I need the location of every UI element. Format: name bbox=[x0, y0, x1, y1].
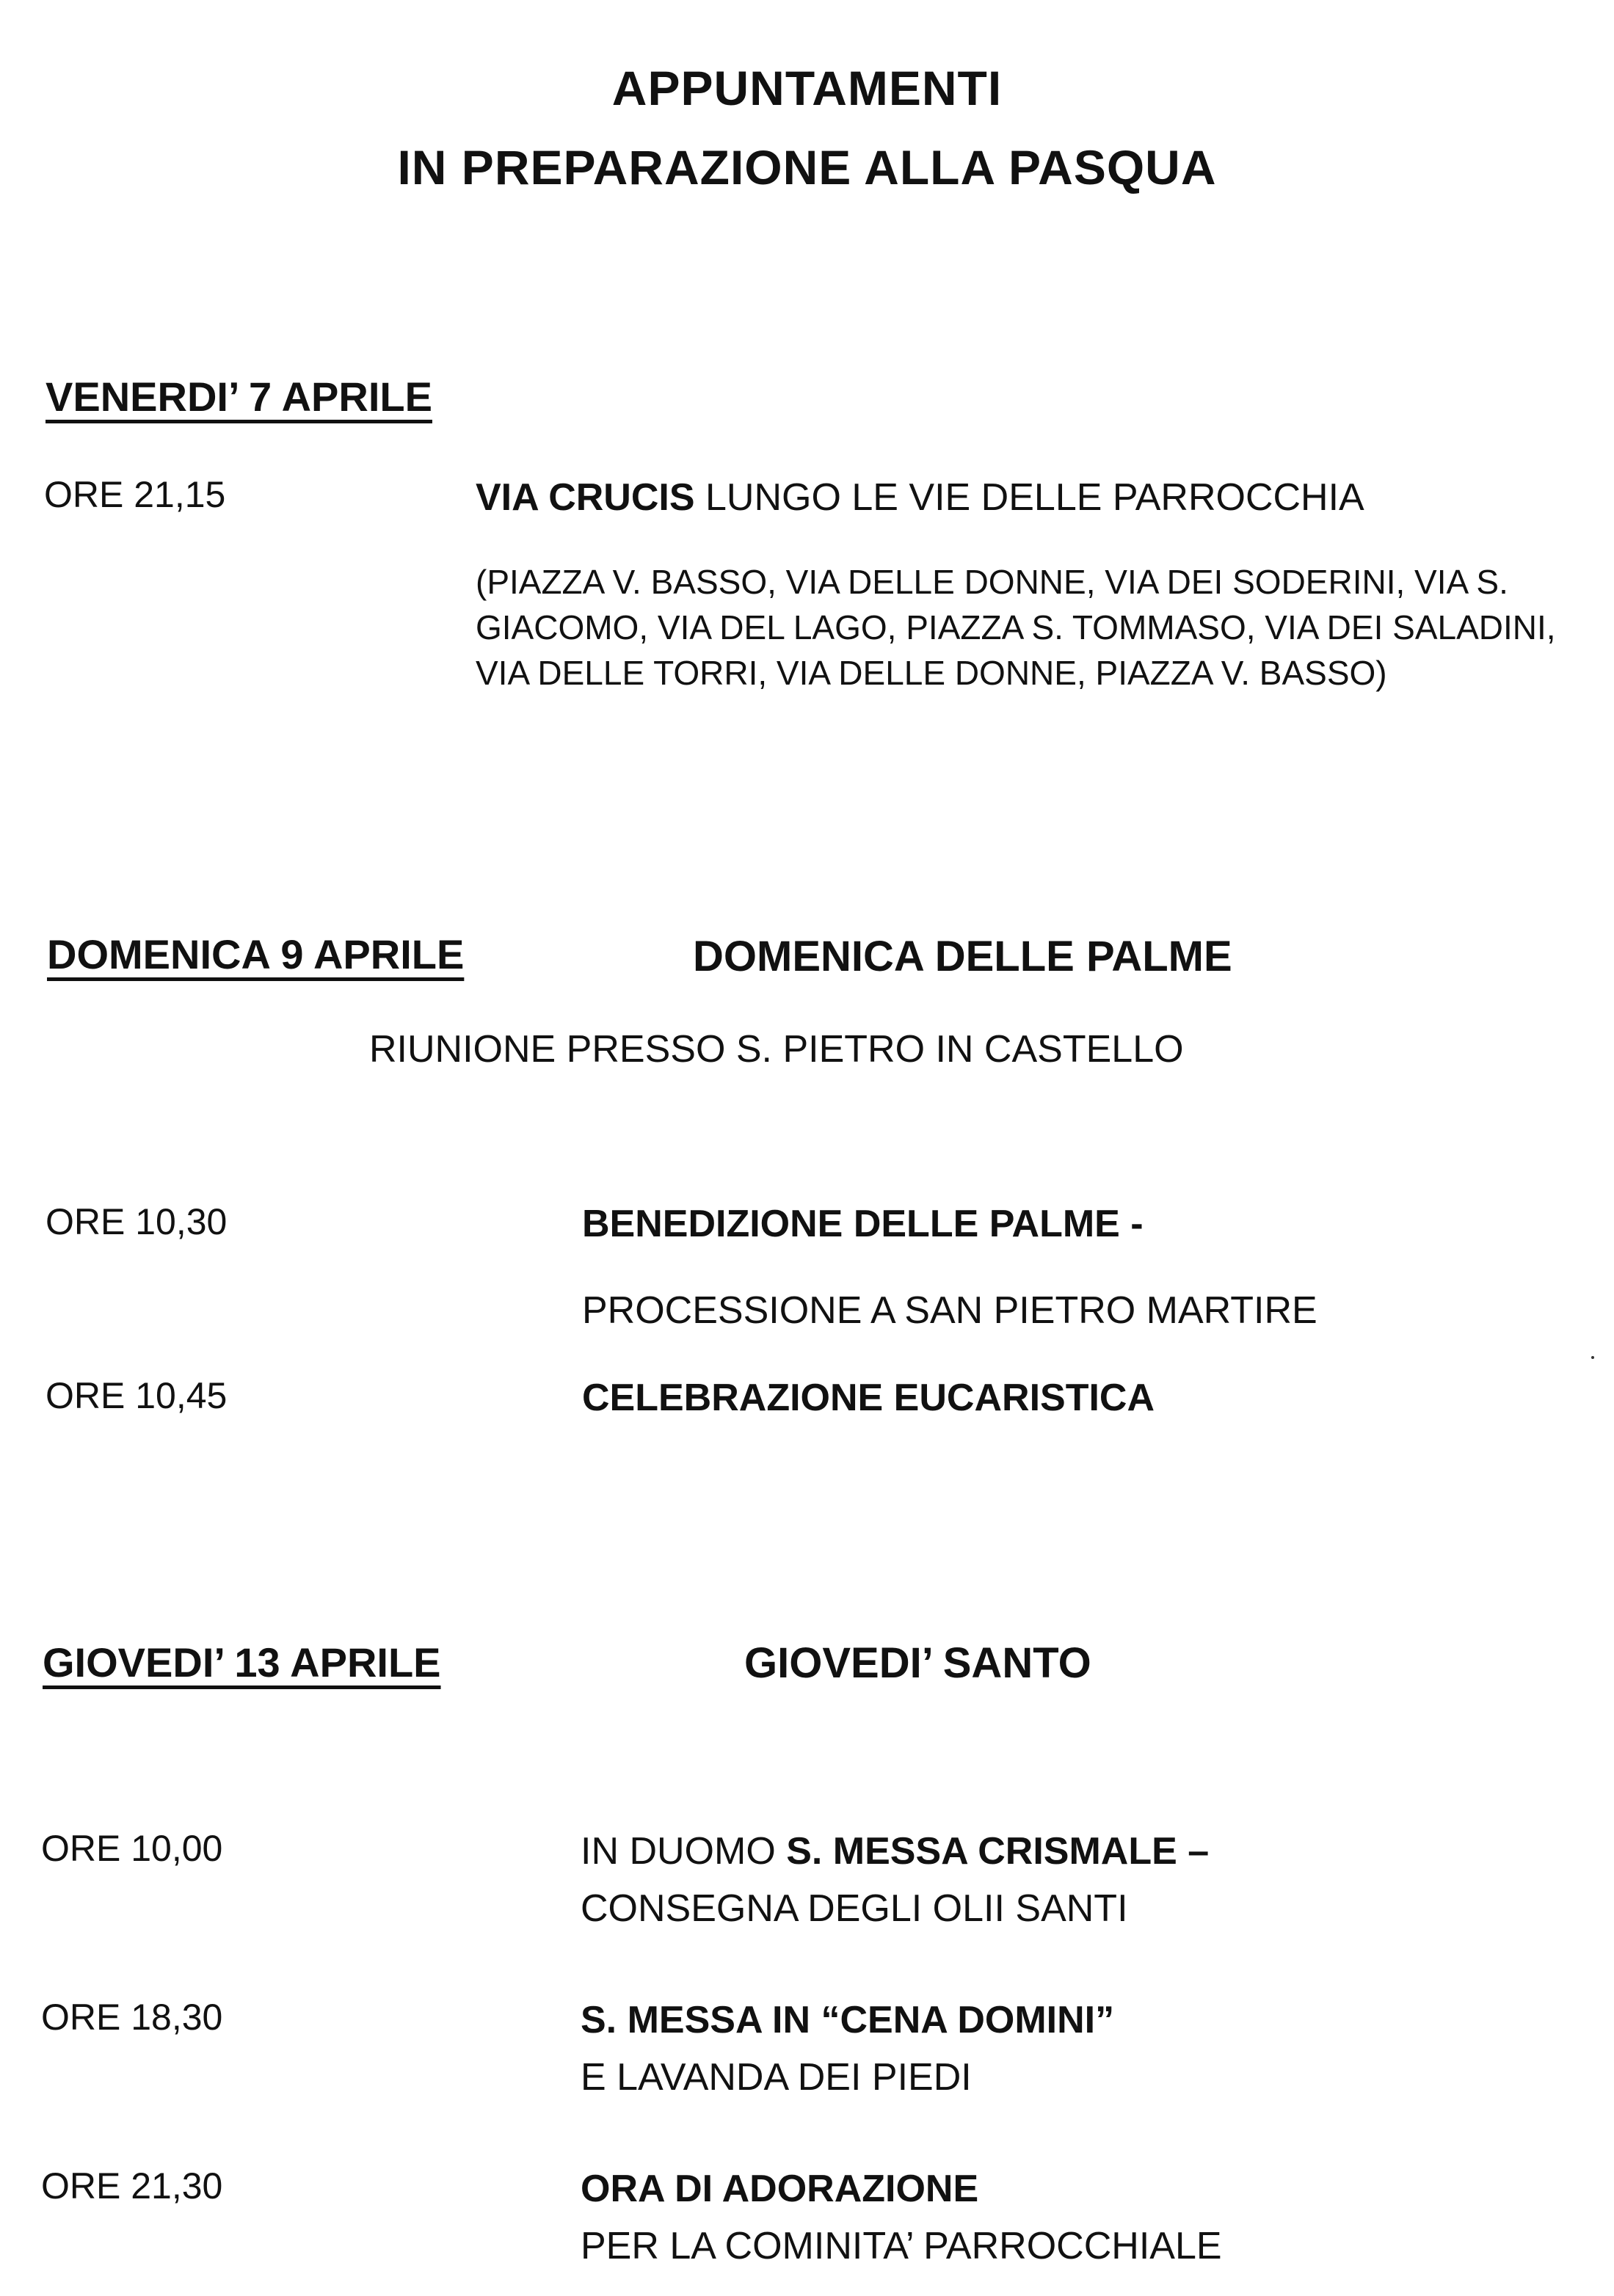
event-messa-crismale-plain: IN DUOMO bbox=[581, 1830, 787, 1873]
page-title-line-2: IN PREPARAZIONE ALLA PASQUA bbox=[397, 140, 1217, 194]
event-processione: PROCESSIONE A SAN PIETRO MARTIRE bbox=[582, 1289, 1317, 1332]
meeting-point: RIUNIONE PRESSO S. PIETRO IN CASTELLO bbox=[369, 1028, 1184, 1071]
time-giovedi-3: ORE 21,30 bbox=[41, 2165, 223, 2206]
event-comunita-parrocchiale: PER LA COMINITA’ PARROCCHIALE bbox=[581, 2225, 1222, 2267]
via-crucis-route: (PIAZZA V. BASSO, VIA DELLE DONNE, VIA DEI SODERINI, VIA S. GIACOMO, VIA DEL LAGO, PIAZZA S. TOMMASO, VIA DEI SALADINI, VIA DELLE TORRI, VIA DELLE DONNE, PIAZZA V. BASSO) bbox=[476, 563, 1556, 692]
time-venerdi: ORE 21,15 bbox=[44, 474, 226, 515]
time-domenica-1: ORE 10,30 bbox=[46, 1201, 228, 1242]
event-via-crucis bbox=[476, 475, 1364, 520]
event-messa-crismale bbox=[581, 1829, 1209, 1873]
event-via-crucis-rest: LUNGO LE VIE DELLE PARROCCHIA bbox=[694, 476, 1364, 519]
event-lavanda-piedi: E LAVANDA DEI PIEDI bbox=[581, 2056, 972, 2099]
scan-speck bbox=[1591, 1356, 1594, 1359]
event-cena-domini: S. MESSA IN “CENA DOMINI” bbox=[581, 1999, 1115, 2041]
time-domenica-2: ORE 10,45 bbox=[46, 1375, 228, 1416]
event-benedizione-palme: BENEDIZIONE DELLE PALME - bbox=[582, 1203, 1144, 1245]
event-celebrazione-eucaristica: CELEBRAZIONE EUCARISTICA bbox=[582, 1377, 1155, 1419]
event-consegna-olii: CONSEGNA DEGLI OLII SANTI bbox=[581, 1887, 1128, 1930]
subtitle-domenica-delle-palme: DOMENICA DELLE PALME bbox=[693, 933, 1232, 980]
heading-venerdi: VENERDI’ 7 APRILE bbox=[46, 373, 432, 420]
event-ora-adorazione: ORA DI ADORAZIONE bbox=[581, 2168, 979, 2210]
heading-giovedi: GIOVEDI’ 13 APRILE bbox=[43, 1639, 441, 1685]
time-giovedi-2: ORE 18,30 bbox=[41, 1997, 223, 2038]
page-title-line-1: APPUNTAMENTI bbox=[611, 61, 1003, 115]
event-messa-crismale-bold: S. MESSA CRISMALE – bbox=[786, 1830, 1210, 1873]
heading-domenica: DOMENICA 9 APRILE bbox=[47, 931, 465, 977]
time-giovedi-1: ORE 10,00 bbox=[41, 1828, 223, 1869]
event-via-crucis-bold: VIA CRUCIS bbox=[476, 476, 695, 519]
subtitle-giovedi-santo: GIOVEDI’ SANTO bbox=[744, 1639, 1091, 1687]
